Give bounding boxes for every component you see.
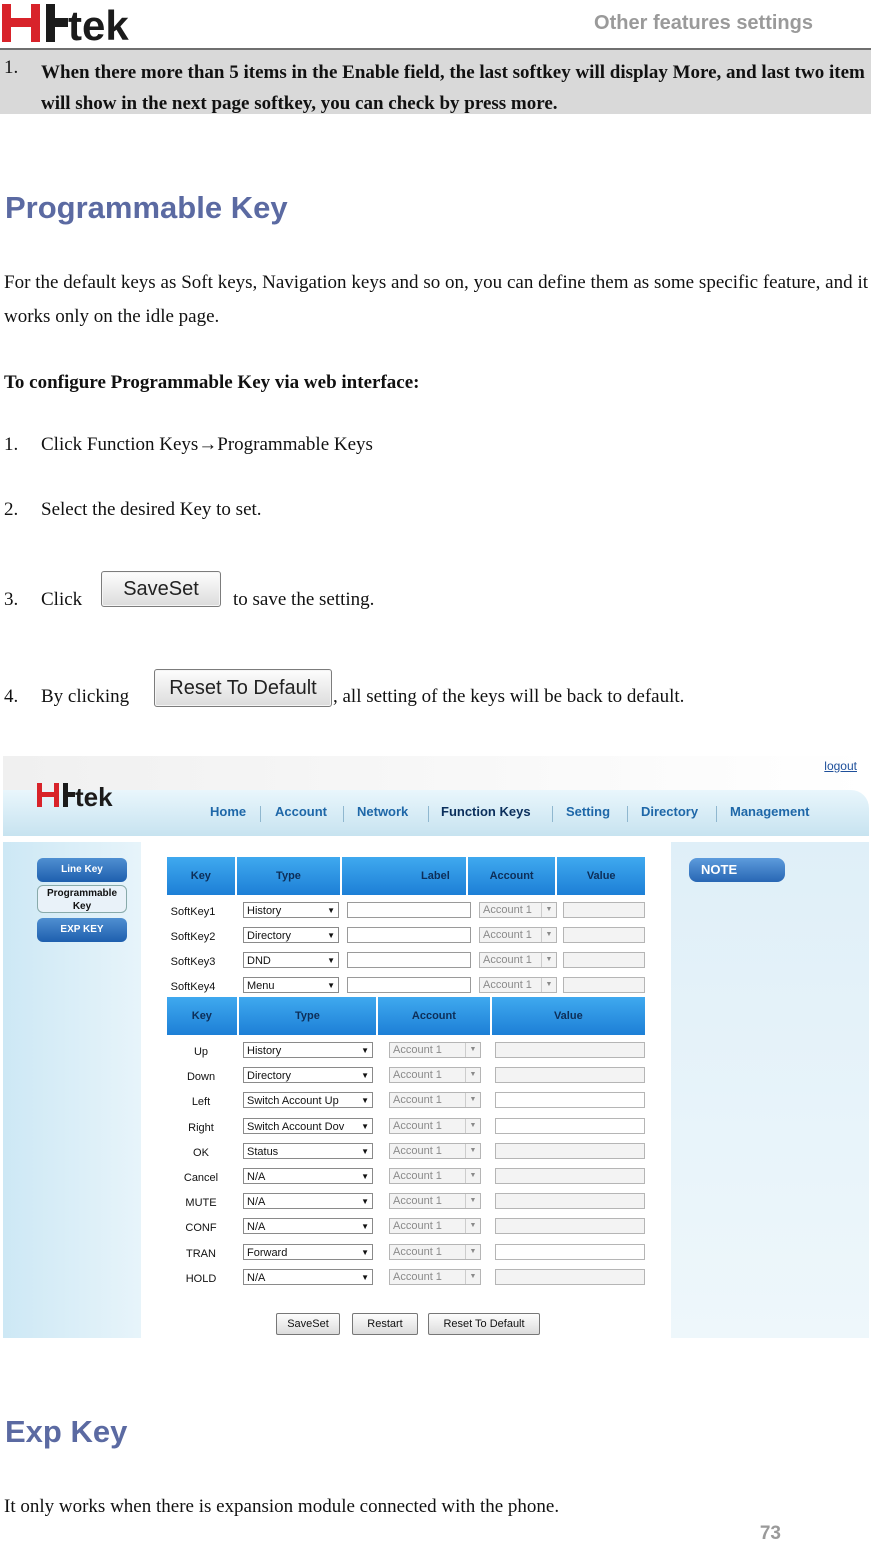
svg-text:tek: tek xyxy=(75,782,113,808)
dropdown-arrow-icon: ▼ xyxy=(465,1270,480,1284)
web-htek-logo xyxy=(37,782,145,808)
value-input[interactable] xyxy=(563,952,645,968)
nav-function-keys[interactable]: Function Keys xyxy=(441,804,531,819)
row-key: CONF xyxy=(185,1222,217,1235)
dropdown-arrow-icon: ▼ xyxy=(465,1144,480,1158)
account-select[interactable]: Account 1 ▼ xyxy=(479,927,557,943)
step-2-number: 2. xyxy=(4,499,19,520)
type-select[interactable]: N/A ▼ xyxy=(243,1168,373,1184)
type-select[interactable]: Forward ▼ xyxy=(243,1244,373,1260)
account-select[interactable]: Account 1 ▼ xyxy=(389,1092,481,1108)
side-line-key[interactable]: Line Key xyxy=(37,858,127,882)
col-account: Account xyxy=(468,857,558,895)
nav-account[interactable]: Account xyxy=(275,804,327,819)
dropdown-arrow-icon: ▼ xyxy=(465,1194,480,1208)
nav-setting[interactable]: Setting xyxy=(566,804,611,819)
nav-network[interactable]: Network xyxy=(357,804,409,819)
row-key: SoftKey2 xyxy=(170,931,216,943)
type-select[interactable]: Status ▼ xyxy=(243,1143,373,1159)
note-panel xyxy=(671,842,869,1338)
account-select[interactable]: Account 1 ▼ xyxy=(479,902,557,918)
svg-text:tek: tek xyxy=(68,2,129,44)
type-select[interactable]: Directory ▼ xyxy=(243,1067,373,1083)
col-type: Type xyxy=(237,857,343,895)
value-input[interactable] xyxy=(495,1269,645,1285)
account-select[interactable]: Account 1 ▼ xyxy=(389,1218,481,1234)
dropdown-arrow-icon: ▼ xyxy=(361,1197,369,1207)
dropdown-arrow-icon: ▼ xyxy=(327,931,335,940)
type-select[interactable]: History ▼ xyxy=(243,1042,373,1058)
row-key: Cancel xyxy=(183,1172,219,1184)
dropdown-arrow-icon: ▼ xyxy=(361,1222,369,1232)
row-key: MUTE xyxy=(185,1197,217,1210)
type-select[interactable]: History ▼ xyxy=(243,902,339,918)
step-3-number: 3. xyxy=(4,589,19,610)
value-input[interactable] xyxy=(495,1067,645,1083)
row-key: OK xyxy=(193,1146,209,1159)
label-input[interactable] xyxy=(347,952,471,968)
dropdown-arrow-icon: ▼ xyxy=(327,981,335,990)
label-input[interactable] xyxy=(347,902,471,918)
row-key: Left xyxy=(191,1096,211,1109)
restart-button[interactable]: Restart xyxy=(352,1313,418,1335)
dropdown-arrow-icon: ▼ xyxy=(327,906,335,915)
account-select[interactable]: Account 1 ▼ xyxy=(389,1193,481,1209)
col-key: Key xyxy=(167,857,237,895)
htek-logo xyxy=(2,2,192,44)
value-input[interactable] xyxy=(495,1193,645,1209)
page-number: 73 xyxy=(759,1523,781,1544)
softkey-table-header xyxy=(167,857,645,895)
account-select[interactable]: Account 1 ▼ xyxy=(389,1269,481,1285)
navkey-table-header xyxy=(167,997,645,1035)
col-value: Value xyxy=(553,1010,583,1022)
type-select[interactable]: N/A ▼ xyxy=(243,1218,373,1234)
side-exp-key[interactable]: EXP KEY xyxy=(37,918,127,942)
nav-home[interactable]: Home xyxy=(210,804,247,819)
nav-management[interactable]: Management xyxy=(730,804,810,819)
col-account: Account xyxy=(378,997,492,1035)
value-input[interactable] xyxy=(495,1118,645,1134)
label-input[interactable] xyxy=(347,927,471,943)
value-input[interactable] xyxy=(563,902,645,918)
row-key: SoftKey1 xyxy=(170,906,216,918)
arrow-right-icon: → xyxy=(198,434,218,455)
dropdown-arrow-icon: ▼ xyxy=(465,1245,480,1259)
value-input[interactable] xyxy=(563,977,645,993)
dropdown-arrow-icon: ▼ xyxy=(541,903,556,917)
row-key: SoftKey4 xyxy=(170,981,216,993)
type-select[interactable]: Switch Account Dov ▼ xyxy=(243,1118,373,1134)
section-heading-programmable-key: Programmable Key xyxy=(5,190,288,225)
dropdown-arrow-icon: ▼ xyxy=(541,953,556,967)
label-input[interactable] xyxy=(347,977,471,993)
dropdown-arrow-icon: ▼ xyxy=(465,1169,480,1183)
dropdown-arrow-icon: ▼ xyxy=(361,1046,369,1055)
saveset-button[interactable]: SaveSet xyxy=(276,1313,340,1335)
type-select[interactable]: Menu ▼ xyxy=(243,977,339,993)
section-heading-exp-key: Exp Key xyxy=(5,1414,128,1449)
step-2-text: Select the desired Key to set. xyxy=(41,499,262,520)
dropdown-arrow-icon: ▼ xyxy=(465,1119,480,1133)
account-select[interactable]: Account 1 ▼ xyxy=(389,1118,481,1134)
col-type: Type xyxy=(239,997,378,1035)
note-number: 1. xyxy=(4,57,19,78)
type-select[interactable]: N/A ▼ xyxy=(243,1269,373,1285)
note-text: When there more than 5 items in the Enable field, the last softkey will display More, and last two item will show in the next page softkey, you can check by press more. xyxy=(41,62,865,114)
reset-to-default-button-image: Reset To Default xyxy=(154,669,332,707)
dropdown-arrow-icon: ▼ xyxy=(541,978,556,992)
saveset-button-image: SaveSet xyxy=(101,571,221,607)
web-ui-screenshot xyxy=(3,756,869,1338)
value-input[interactable] xyxy=(563,927,645,943)
dropdown-arrow-icon: ▼ xyxy=(327,956,335,965)
step-1-text: Click Function Keys→Programmable Keys xyxy=(41,434,373,455)
dropdown-arrow-icon: ▼ xyxy=(361,1272,369,1282)
dropdown-arrow-icon: ▼ xyxy=(361,1172,369,1181)
row-key: Right xyxy=(188,1121,214,1134)
left-panel xyxy=(3,842,141,1338)
step-4-text-a: By clicking xyxy=(41,686,130,707)
dropdown-arrow-icon: ▼ xyxy=(361,1247,369,1257)
row-key: SoftKey3 xyxy=(170,956,216,968)
exp-key-paragraph: It only works when there is expansion module connected with the phone. xyxy=(4,1496,560,1517)
logout-link[interactable]: logout xyxy=(824,759,857,773)
nav-directory[interactable]: Directory xyxy=(641,804,699,819)
side-programmable-key[interactable]: Programmable Key xyxy=(37,885,127,913)
configure-subheading: To configure Programmable Key via web interface: xyxy=(4,372,420,393)
step-3-text-a: Click xyxy=(41,589,83,610)
row-key: Up xyxy=(193,1046,209,1058)
value-input[interactable] xyxy=(495,1042,645,1058)
account-select[interactable]: Account 1 ▼ xyxy=(389,1067,481,1083)
type-select[interactable]: DND ▼ xyxy=(243,952,339,968)
dropdown-arrow-icon: ▼ xyxy=(465,1093,480,1107)
type-select[interactable]: N/A ▼ xyxy=(243,1193,373,1209)
dropdown-arrow-icon: ▼ xyxy=(361,1096,369,1106)
dropdown-arrow-icon: ▼ xyxy=(361,1121,369,1131)
step-4-text-b: , all setting of the keys will be back to default. xyxy=(333,686,685,707)
account-select[interactable]: Account 1 ▼ xyxy=(389,1168,481,1184)
value-input[interactable] xyxy=(495,1218,645,1234)
intro-paragraph: For the default keys as Soft keys, Navigation keys and so on, you can define them as some specific feature, and it works only on the idle page. xyxy=(4,272,868,327)
dropdown-arrow-icon: ▼ xyxy=(465,1068,480,1082)
reset-to-default-button[interactable]: Reset To Default xyxy=(428,1313,540,1335)
step-3-text-b: to save the setting. xyxy=(233,589,375,610)
row-key: HOLD xyxy=(185,1272,217,1285)
account-select[interactable]: Account 1 ▼ xyxy=(479,977,557,993)
dropdown-arrow-icon: ▼ xyxy=(361,1146,369,1156)
dropdown-arrow-icon: ▼ xyxy=(361,1071,369,1081)
account-select[interactable]: Account 1 ▼ xyxy=(389,1244,481,1260)
account-select[interactable]: Account 1 ▼ xyxy=(479,952,557,968)
content-panel xyxy=(143,842,669,1338)
step-4-number: 4. xyxy=(4,686,19,707)
dropdown-arrow-icon: ▼ xyxy=(541,928,556,942)
row-key: Down xyxy=(186,1071,216,1084)
dropdown-arrow-icon: ▼ xyxy=(465,1219,480,1233)
value-input[interactable] xyxy=(495,1244,645,1260)
value-input[interactable] xyxy=(495,1143,645,1159)
account-select[interactable]: Account 1 ▼ xyxy=(389,1042,481,1058)
row-key: TRAN xyxy=(186,1247,216,1260)
dropdown-arrow-icon: ▼ xyxy=(465,1043,480,1057)
value-input[interactable] xyxy=(495,1168,645,1184)
account-select[interactable]: Account 1 ▼ xyxy=(389,1143,481,1159)
col-key: Key xyxy=(167,997,239,1035)
value-input[interactable] xyxy=(495,1092,645,1108)
col-label: Label xyxy=(342,857,468,895)
header-title: Other features settings xyxy=(594,12,813,34)
note-tag: NOTE xyxy=(689,858,785,882)
type-select[interactable]: Switch Account Up ▼ xyxy=(243,1092,373,1108)
type-select[interactable]: Directory ▼ xyxy=(243,927,339,943)
step-1-number: 1. xyxy=(4,434,19,455)
col-value: Value xyxy=(586,870,616,882)
